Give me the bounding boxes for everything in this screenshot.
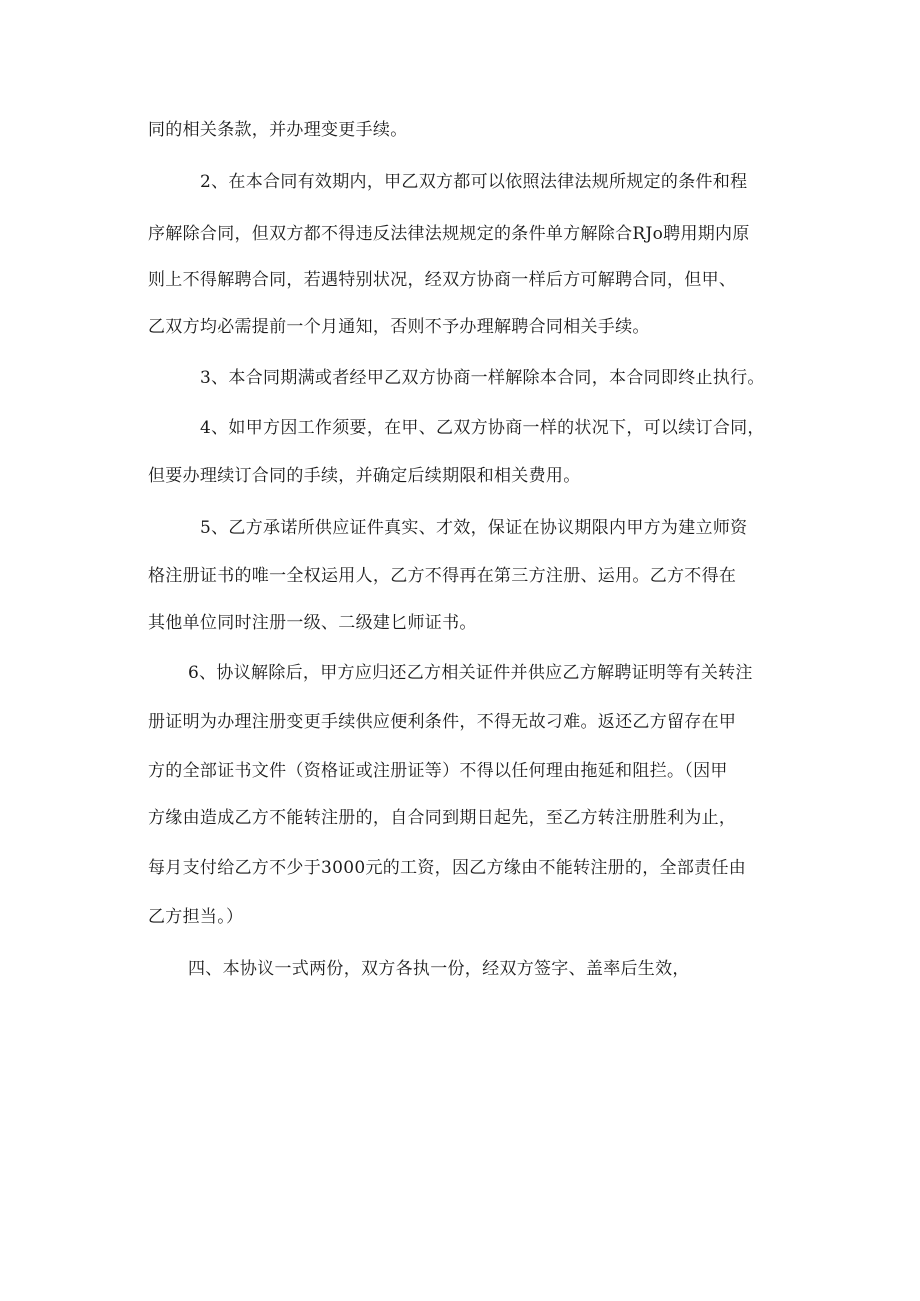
text-line-11: 其他单位同时注册一级、二级建匕师证书。 [148,613,477,633]
text-line-6: 3、本合同期满或者经甲乙双方协商一样解除本合同，本合同即终止执行。 [200,368,765,388]
text-line-18: 四、本协议一式两份，双方各执一份，经双方签字、盖率后生效， [188,959,690,979]
text-line-3: 序解除合同，但双方都不得违反法律法规规定的条件单方解除合RJo聘用期内原 [148,224,750,244]
text-line-17: 乙方担当。） [148,907,244,927]
text-line-14: 方的全部证书文件（资格证或注册证等）不得以任何理由拖延和阻拦。（因甲 [148,761,728,781]
text-line-4: 则上不得解聘合同，若遇特别状况，经双方协商一样后方可解聘合同，但甲、 [148,270,737,290]
text-line-15: 方缘由造成乙方不能转注册的，自合同到期日起先，至乙方转注册胜利为止， [148,808,737,828]
text-line-10: 格注册证书的唯一全权运用人，乙方不得再在第三方注册、运用。乙方不得在 [148,566,737,586]
text-line-1: 同的相关条款，并办理变更手续。 [148,120,408,140]
text-line-12: 6、协议解除后，甲方应归还乙方相关证件并供应乙方解聘证明等有关转注 [188,663,753,683]
text-line-8: 但要办理续订合同的手续，并确定后续期限和相关费用。 [148,466,581,486]
text-line-9: 5、乙方承诺所供应证件真实、才效，保证在协议期限内甲方为建立师资 [200,518,748,538]
text-line-16: 每月支付给乙方不少于3000元的工资，因乙方缘由不能转注册的，全部责任由 [148,858,747,878]
text-line-7: 4、如甲方因工作须要，在甲、乙双方协商一样的状况下，可以续订合同， [200,418,765,438]
text-line-13: 册证明为办理注册变更手续供应便利条件，不得无故刁难。返还乙方留存在甲 [148,712,737,732]
text-line-2: 2、在本合同有效期内，甲乙双方都可以依照法律法规所规定的条件和程 [200,172,748,192]
text-line-5: 乙双方均必需提前一个月通知，否则不予办理解聘合同相关手续。 [148,317,650,337]
